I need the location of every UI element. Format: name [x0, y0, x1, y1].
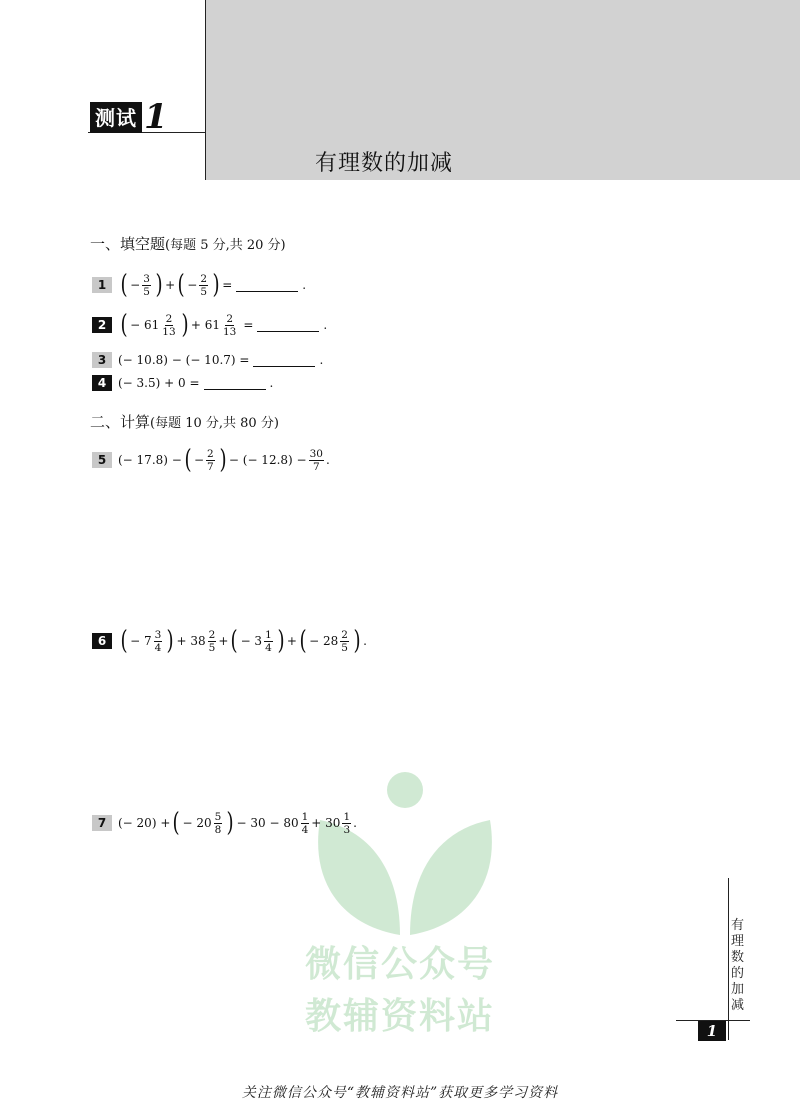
fraction: $\frac{2}{13}$ [222, 312, 237, 338]
question-number: 6 [92, 633, 112, 649]
watermark-text-1: 微信公众号 [305, 944, 496, 985]
fraction: $\frac{1}{4}$ [265, 628, 272, 654]
fraction: $\frac{2}{5}$ [200, 272, 208, 298]
question-6: 6 ( − 7 $\frac{3}{4}$ ) + 38 $\frac{2}{5}$ + ( − 3 $\frac{1}{4}$ ) + ( − 28 $\frac{2}{5}$ ) . [92, 628, 367, 654]
answer-blank[interactable] [236, 279, 298, 292]
fraction: $\frac{2}{7}$ [207, 447, 214, 473]
question-number: 3 [92, 352, 112, 368]
question-number: 5 [92, 452, 112, 468]
fraction: $\frac{5}{8}$ [214, 810, 222, 836]
fraction: $\frac{2}{13}$ [162, 312, 176, 338]
expression: (− 10.8) − (− 10.7) = [118, 353, 250, 367]
question-4: 4 (− 3.5) + 0 = . [92, 375, 273, 391]
answer-blank[interactable] [253, 354, 315, 367]
section-note: (每题 5 分,共 20 分) [165, 238, 286, 253]
fraction: $\frac{1}{3}$ [343, 810, 351, 836]
section-calculation-heading [90, 411, 279, 432]
fraction: $\frac{2}{5}$ [341, 628, 348, 654]
answer-blank[interactable] [257, 319, 319, 332]
question-5: 5 (− 17.8) − ( − $\frac{2}{7}$ ) − (− 12.8) − $\frac{30}{7}$ . [92, 447, 330, 473]
question-3: 3 (− 10.8) − (− 10.7) = . [92, 352, 323, 368]
side-chapter-label: 有理数的加减 [731, 918, 745, 1013]
header-gray-band [205, 0, 800, 180]
test-badge-number: 1 [144, 97, 168, 137]
test-badge-label: 测试 [90, 102, 142, 133]
fraction: $\frac{1}{4}$ [301, 810, 309, 836]
question-1: 1 ( − $\frac{3}{5}$ ) + ( − $\frac{2}{5}$ ) = . [92, 272, 306, 298]
fraction: $\frac{2}{5}$ [208, 628, 216, 654]
page-number: 1 [698, 1021, 726, 1041]
side-divider [728, 878, 729, 1040]
question-2: 2 ( − 61 $\frac{2}{13}$ ) + 61 $\frac{2}{13}$ = . [92, 312, 327, 338]
watermark-text-2: 教辅资料站 [305, 996, 496, 1037]
section-note: (每题 10 分,共 80 分) [150, 416, 279, 431]
section-title: 二、计算 [90, 413, 151, 431]
section-fill-blank-heading [90, 233, 286, 254]
page-title: 有理数的加减 [315, 151, 454, 176]
footer-note: 关注微信公众号“教辅资料站”获取更多学习资料 [241, 1085, 559, 1101]
question-number: 1 [92, 277, 112, 293]
question-number: 7 [92, 815, 112, 831]
fraction: $\frac{3}{4}$ [154, 628, 162, 654]
answer-blank[interactable] [204, 377, 266, 390]
test-badge [90, 97, 168, 137]
question-number: 4 [92, 375, 112, 391]
expression: (− 3.5) + 0 = [118, 376, 200, 390]
fraction: $\frac{30}{7}$ [309, 447, 323, 473]
section-title: 一、填空题 [90, 235, 166, 253]
fraction: $\frac{3}{5}$ [143, 272, 150, 298]
question-number: 2 [92, 317, 112, 333]
question-7: 7 (− 20) + ( − 20 $\frac{5}{8}$ ) − 30 − 80 $\frac{1}{4}$ + 30 $\frac{1}{3}$ . [92, 810, 357, 836]
